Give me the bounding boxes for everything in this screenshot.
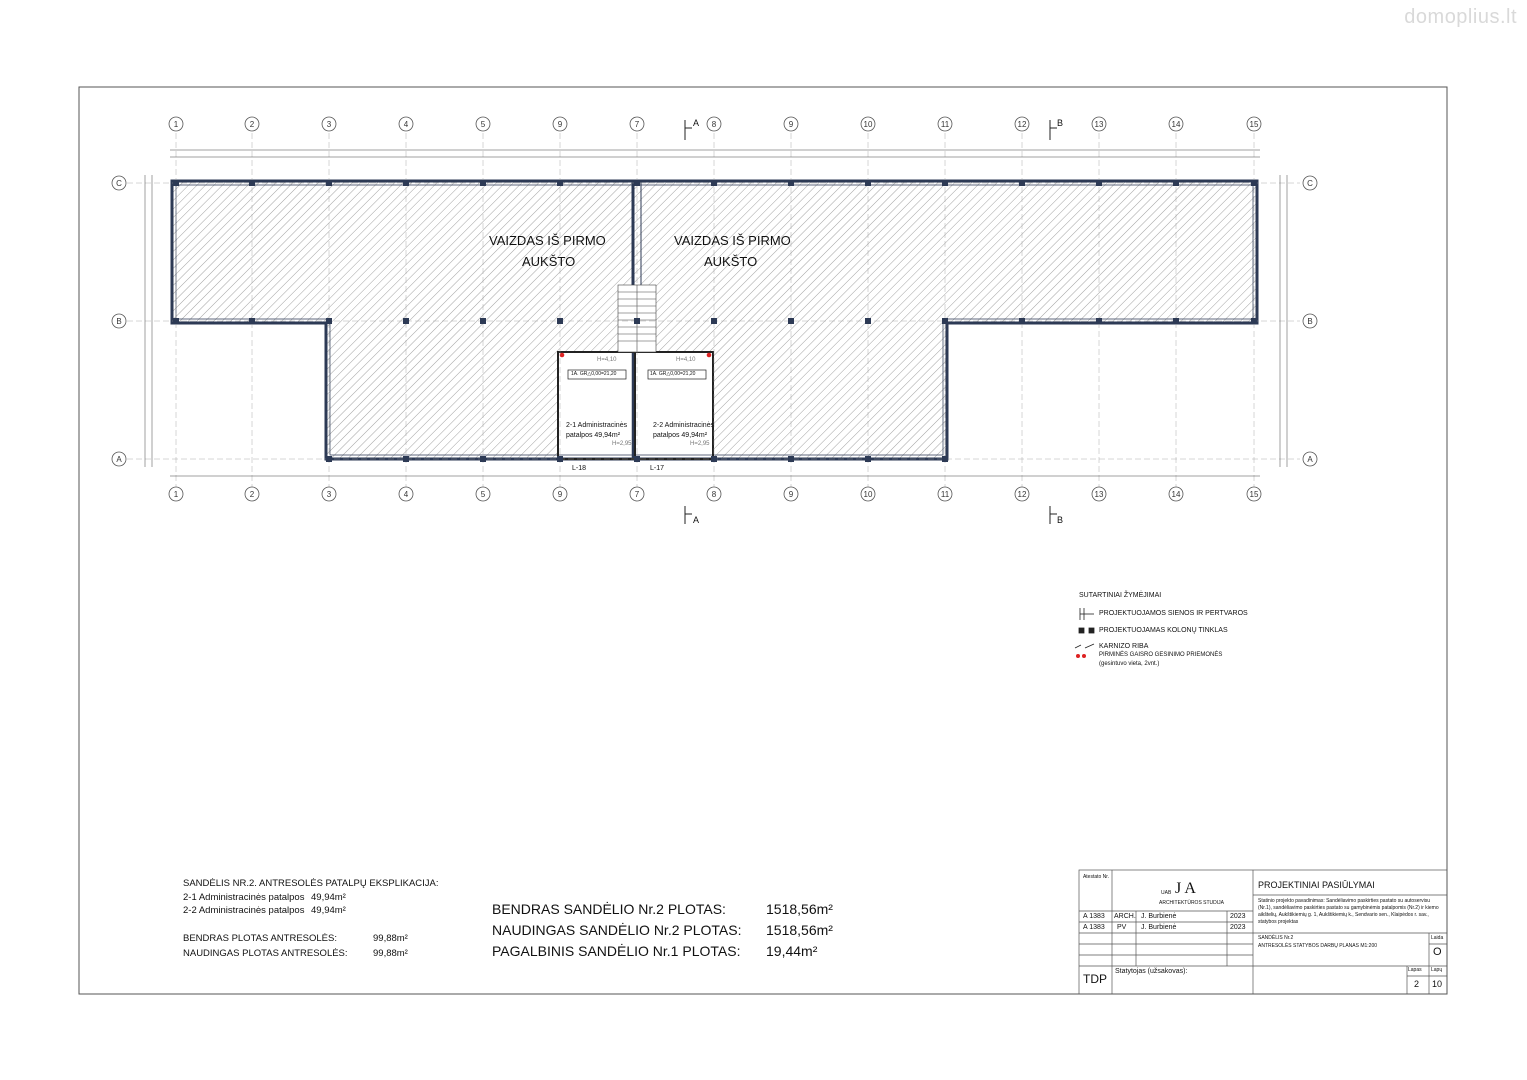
section-a-bottom: A xyxy=(693,515,700,525)
tb-studio-uab: UAB xyxy=(1161,890,1172,896)
axis-label-bottom: 1 xyxy=(173,490,179,499)
tb-stage-title: PROJEKTINIAI PASIŪLYMAI xyxy=(1258,880,1375,890)
axis-label-top: 9 xyxy=(557,120,563,129)
axis-label-bottom: 10 xyxy=(863,490,873,499)
legend-item-eave: KARNIZO RIBA xyxy=(1099,643,1149,650)
explication-useful-value: 99,88m² xyxy=(373,948,408,959)
axis-label-bottom: 13 xyxy=(1094,490,1104,499)
summary-aux-value: 19,44m² xyxy=(766,943,818,959)
axis-label-bottom: 4 xyxy=(403,490,409,499)
room-left-name: 2-1 Administracinės xyxy=(566,422,628,429)
view-label-right-1: VAIZDAS IŠ PIRMO xyxy=(674,233,791,248)
summary-aux-label: PAGALBINIS SANDĖLIO Nr.1 PLOTAS: xyxy=(492,943,741,959)
axis-label-top: 2 xyxy=(249,120,255,129)
room-left-tag: 1A. GR△0,00=21,20 xyxy=(571,371,617,377)
ladder-right-label: L-17 xyxy=(650,465,665,472)
room-left-clear-h: H=2,95 xyxy=(612,441,632,447)
tb-lapu-label: Lapų xyxy=(1431,967,1443,973)
tb-row-2-cert: A 1383 xyxy=(1083,924,1105,931)
studio-logo: J A xyxy=(1175,880,1196,897)
section-a-top: A xyxy=(693,118,700,128)
legend-item-walls: PROJEKTUOJAMOS SIENOS IR PERTVAROS xyxy=(1099,610,1248,617)
view-label-left-1: VAIZDAS IŠ PIRMO xyxy=(489,233,606,248)
legend-symbols xyxy=(1075,608,1094,658)
tb-row-1-name: J. Burbienė xyxy=(1141,913,1177,920)
tb-lapu-value: 10 xyxy=(1432,979,1443,989)
axis-label-row-right: B xyxy=(1307,317,1313,326)
explication-row-1-area: 49,94m² xyxy=(311,892,346,903)
tb-row-1-year: 2023 xyxy=(1230,913,1246,920)
legend-fire-note: (gesintuvo vieta, 2vnt.) xyxy=(1099,661,1160,667)
tb-sheet-name-2: ANTRESOLĖS STATYBOS DARBŲ PLANAS M1:200 xyxy=(1258,943,1378,949)
axis-label-bottom: 12 xyxy=(1017,490,1027,499)
view-label-right-2: AUKŠTO xyxy=(704,254,758,269)
axis-label-top: 3 xyxy=(326,120,332,129)
room-left-height: H=4,10 xyxy=(597,357,617,363)
explication-useful-label: NAUDINGAS PLOTAS ANTRESOLĖS: xyxy=(183,948,348,959)
axis-label-bottom: 7 xyxy=(634,490,640,499)
explication-title: SANDĖLIS NR.2. ANTRESOLĖS PATALPŲ EKSPLIKACIJA: xyxy=(183,878,439,889)
ladder-left-label: L-18 xyxy=(572,465,587,472)
tb-stage-code: TDP xyxy=(1083,972,1107,986)
tb-row-1-cert: A 1383 xyxy=(1083,913,1105,920)
axis-label-row-left: A xyxy=(116,455,122,464)
tb-client-label: Statytojas (užsakovas): xyxy=(1115,968,1188,975)
axis-label-top: 13 xyxy=(1094,120,1104,129)
tb-row-2-year: 2023 xyxy=(1230,924,1246,931)
tb-row-2-name: J. Burbienė xyxy=(1141,924,1177,931)
axis-label-row-right: A xyxy=(1307,455,1313,464)
axis-label-bottom: 2 xyxy=(249,490,255,499)
tb-sheet-name-1: SANDĖLIS Nr.2 xyxy=(1258,935,1294,941)
room-right-tag: 1A. GR△0,00=21,20 xyxy=(650,371,696,377)
axis-label-top: 1 xyxy=(173,120,179,129)
room-right-clear-h: H=2,95 xyxy=(690,441,710,447)
legend-item-fire: PIRMINĖS GAISRO GESINIMO PRIEMONĖS xyxy=(1099,652,1223,658)
axis-label-bottom: 9 xyxy=(557,490,563,499)
axis-label-top: 4 xyxy=(403,120,409,129)
axis-label-top: 7 xyxy=(634,120,640,129)
summary-total-value: 1518,56m² xyxy=(766,901,833,917)
axis-label-top: 15 xyxy=(1249,120,1259,129)
tb-project-desc: Statinio projekto pavadinimas: Sandėliavimo paskirties pastato su autoservisu (Nr.1), sandėliavimo paskirties pastato su gamybinėmis patalpomis (Nr.2) ir kiemo aikštelių, Aukštikiemių g. 1, Aukštikiemių k., Sendvario sen., Klaipėdos r. sav., statybos projektas xyxy=(1258,898,1439,925)
room-right-area: patalpos 49,94m² xyxy=(653,432,708,439)
tb-laida-value: O xyxy=(1433,946,1442,958)
axis-label-top: 11 xyxy=(940,120,950,129)
axis-label-row-left: C xyxy=(116,179,122,188)
watermark: domoplius.lt xyxy=(1404,6,1517,28)
axis-label-top: 5 xyxy=(480,120,486,129)
summary-total-label: BENDRAS SANDĖLIO Nr.2 PLOTAS: xyxy=(492,901,726,917)
axis-label-top: 10 xyxy=(863,120,873,129)
legend-item-columns: PROJEKTUOJAMAS KOLONŲ TINKLAS xyxy=(1099,627,1228,634)
axis-label-bottom: 14 xyxy=(1171,490,1181,499)
explication-row-1-name: 2-1 Administracinės patalpos xyxy=(183,892,305,903)
axis-label-top: 14 xyxy=(1171,120,1181,129)
axis-label-bottom: 3 xyxy=(326,490,332,499)
explication-row-2-name: 2-2 Administracinės patalpos xyxy=(183,905,305,916)
summary-useful-label: NAUDINGAS SANDĖLIO Nr.2 PLOTAS: xyxy=(492,922,742,938)
room-right-height: H=4,10 xyxy=(676,357,696,363)
summary-useful-value: 1518,56m² xyxy=(766,922,833,938)
legend-title: SUTARTINIAI ŽYMĖJIMAI xyxy=(1079,592,1162,599)
axis-label-bottom: 8 xyxy=(711,490,717,499)
axis-label-top: 9 xyxy=(788,120,794,129)
axis-label-bottom: 9 xyxy=(788,490,794,499)
axis-label-row-left: B xyxy=(116,317,122,326)
tb-atestato: Atestato Nr. xyxy=(1082,874,1110,880)
axis-label-bottom: 15 xyxy=(1249,490,1259,499)
tb-row-1-role: ARCH. xyxy=(1114,913,1136,920)
axis-label-top: 12 xyxy=(1017,120,1027,129)
view-label-left-2: AUKŠTO xyxy=(522,254,576,269)
explication-total-label: BENDRAS PLOTAS ANTRESOLĖS: xyxy=(183,933,337,944)
section-b-bottom: B xyxy=(1057,515,1064,525)
tb-lapas-value: 2 xyxy=(1414,979,1420,989)
axis-label-top: 8 xyxy=(711,120,717,129)
tb-studio-name: ARCHITEKTŪROS STUDIJA xyxy=(1159,900,1225,906)
room-right-name: 2-2 Administracinės xyxy=(653,422,715,429)
axis-label-row-right: C xyxy=(1307,179,1313,188)
tb-row-2-role: PV xyxy=(1117,924,1127,931)
explication-row-2-area: 49,94m² xyxy=(311,905,346,916)
room-left-area: patalpos 49,94m² xyxy=(566,432,621,439)
axis-label-bottom: 5 xyxy=(480,490,486,499)
axis-label-bottom: 11 xyxy=(940,490,950,499)
explication-total-value: 99,88m² xyxy=(373,933,408,944)
tb-lapas-label: Lapas xyxy=(1408,967,1422,973)
tb-laida-label: Laida xyxy=(1431,935,1444,941)
section-b-top: B xyxy=(1057,118,1064,128)
